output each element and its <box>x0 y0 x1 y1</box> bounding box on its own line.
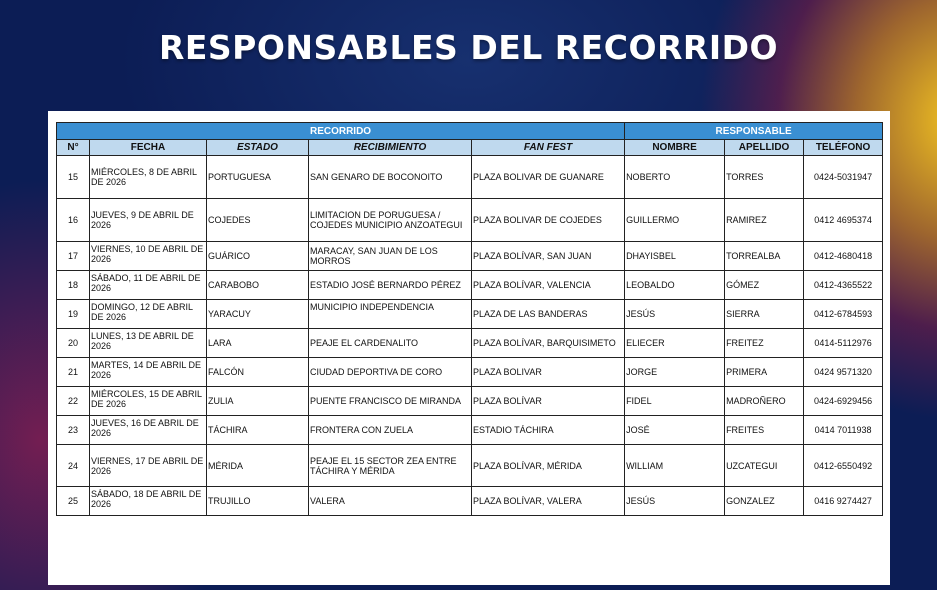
cell-fanfest: ESTADIO TÁCHIRA <box>472 416 625 445</box>
cell-num: 18 <box>57 271 90 300</box>
table-row <box>57 242 883 271</box>
cell-num: 16 <box>57 199 90 242</box>
cell-estado: MÉRIDA <box>207 445 309 487</box>
column-header-estado: ESTADO <box>207 140 309 156</box>
cell-telefono: 0416 9274427 <box>804 487 883 516</box>
cell-telefono: 0412-6550492 <box>804 445 883 487</box>
table-row <box>57 199 883 242</box>
cell-apellido: GÓMEZ <box>725 271 804 300</box>
cell-estado: FALCÓN <box>207 358 309 387</box>
cell-estado: LARA <box>207 329 309 358</box>
cell-num: 17 <box>57 242 90 271</box>
column-header-fecha: FECHA <box>90 140 207 156</box>
table-row <box>57 416 883 445</box>
cell-nombre: JESÚS <box>625 300 725 329</box>
cell-recibimiento: PEAJE EL 15 SECTOR ZEA ENTRE TÁCHIRA Y MÉRIDA <box>309 445 472 487</box>
cell-fecha: SÁBADO, 11 DE ABRIL DE 2026 <box>90 271 207 300</box>
cell-fecha: JUEVES, 9 DE ABRIL DE 2026 <box>90 199 207 242</box>
cell-estado: ZULIA <box>207 387 309 416</box>
cell-apellido: TORRES <box>725 156 804 199</box>
cell-recibimiento: ESTADIO JOSÉ BERNARDO PÉREZ <box>309 271 472 300</box>
cell-telefono: 0412-6784593 <box>804 300 883 329</box>
table-row <box>57 445 883 487</box>
cell-fecha: SÁBADO, 18 DE ABRIL DE 2026 <box>90 487 207 516</box>
column-header-telefono: TELÉFONO <box>804 140 883 156</box>
cell-apellido: GONZALEZ <box>725 487 804 516</box>
cell-num: 25 <box>57 487 90 516</box>
cell-telefono: 0412 4695374 <box>804 199 883 242</box>
cell-fanfest: PLAZA BOLIVAR DE GUANARE <box>472 156 625 199</box>
cell-fanfest: PLAZA BOLIVAR <box>472 358 625 387</box>
column-header-num: N° <box>57 140 90 156</box>
cell-nombre: ELIECER <box>625 329 725 358</box>
cell-fanfest: PLAZA BOLÍVAR <box>472 387 625 416</box>
table-row <box>57 387 883 416</box>
cell-fecha: JUEVES, 16 DE ABRIL DE 2026 <box>90 416 207 445</box>
cell-apellido: SIERRA <box>725 300 804 329</box>
cell-telefono: 0412-4365522 <box>804 271 883 300</box>
cell-nombre: FIDEL <box>625 387 725 416</box>
cell-fanfest: PLAZA BOLÍVAR, VALENCIA <box>472 271 625 300</box>
cell-fanfest: PLAZA BOLÍVAR, BARQUISIMETO <box>472 329 625 358</box>
cell-fecha: DOMINGO, 12 DE ABRIL DE 2026 <box>90 300 207 329</box>
cell-num: 21 <box>57 358 90 387</box>
cell-recibimiento: CIUDAD DEPORTIVA DE CORO <box>309 358 472 387</box>
responsables-table <box>56 122 883 516</box>
column-header-fanfest: FAN FEST <box>472 140 625 156</box>
cell-num: 15 <box>57 156 90 199</box>
cell-nombre: LEOBALDO <box>625 271 725 300</box>
cell-num: 24 <box>57 445 90 487</box>
cell-estado: GUÁRICO <box>207 242 309 271</box>
table-row <box>57 271 883 300</box>
cell-fecha: MARTES, 14 DE ABRIL DE 2026 <box>90 358 207 387</box>
cell-recibimiento: SAN GENARO DE BOCONOITO <box>309 156 472 199</box>
cell-apellido: FREITES <box>725 416 804 445</box>
cell-fecha: MIÉRCOLES, 15 DE ABRIL DE 2026 <box>90 387 207 416</box>
cell-recibimiento: PEAJE EL CARDENALITO <box>309 329 472 358</box>
cell-telefono: 0414-5112976 <box>804 329 883 358</box>
cell-fanfest: PLAZA BOLÍVAR, VALERA <box>472 487 625 516</box>
cell-fanfest: PLAZA BOLÍVAR, MÉRIDA <box>472 445 625 487</box>
cell-num: 20 <box>57 329 90 358</box>
cell-recibimiento: LIMITACION DE PORUGUESA / COJEDES MUNICIPIO ANZOATEGUI <box>309 199 472 242</box>
cell-fanfest: PLAZA DE LAS BANDERAS <box>472 300 625 329</box>
cell-num: 22 <box>57 387 90 416</box>
cell-estado: COJEDES <box>207 199 309 242</box>
cell-telefono: 0412-4680418 <box>804 242 883 271</box>
table-row <box>57 358 883 387</box>
cell-telefono: 0424-5031947 <box>804 156 883 199</box>
cell-telefono: 0424 9571320 <box>804 358 883 387</box>
group-header-row <box>57 123 883 140</box>
group-header-responsable: RESPONSABLE <box>625 123 883 140</box>
cell-nombre: JESÚS <box>625 487 725 516</box>
cell-apellido: UZCATEGUI <box>725 445 804 487</box>
column-header-nombre: NOMBRE <box>625 140 725 156</box>
cell-telefono: 0414 7011938 <box>804 416 883 445</box>
cell-recibimiento: MUNICIPIO INDEPENDENCIA <box>309 300 472 329</box>
group-header-recorrido: RECORRIDO <box>57 123 625 140</box>
cell-recibimiento: MARACAY, SAN JUAN DE LOS MORROS <box>309 242 472 271</box>
table-panel <box>48 111 890 585</box>
cell-telefono: 0424-6929456 <box>804 387 883 416</box>
table-row <box>57 329 883 358</box>
cell-estado: TÁCHIRA <box>207 416 309 445</box>
column-header-recibimiento: RECIBIMIENTO <box>309 140 472 156</box>
cell-apellido: TORREALBA <box>725 242 804 271</box>
cell-fecha: MIÉRCOLES, 8 DE ABRIL DE 2026 <box>90 156 207 199</box>
column-header-row <box>57 140 883 156</box>
cell-fecha: LUNES, 13 DE ABRIL DE 2026 <box>90 329 207 358</box>
cell-apellido: RAMIREZ <box>725 199 804 242</box>
table-row <box>57 300 883 329</box>
cell-recibimiento: VALERA <box>309 487 472 516</box>
table-row <box>57 487 883 516</box>
table-row <box>57 156 883 199</box>
column-header-apellido: APELLIDO <box>725 140 804 156</box>
cell-recibimiento: PUENTE FRANCISCO DE MIRANDA <box>309 387 472 416</box>
cell-nombre: WILLIAM <box>625 445 725 487</box>
cell-nombre: JOSÉ <box>625 416 725 445</box>
cell-nombre: NOBERTO <box>625 156 725 199</box>
cell-estado: PORTUGUESA <box>207 156 309 199</box>
cell-nombre: GUILLERMO <box>625 199 725 242</box>
cell-estado: CARABOBO <box>207 271 309 300</box>
cell-nombre: JORGE <box>625 358 725 387</box>
cell-recibimiento: FRONTERA CON ZUELA <box>309 416 472 445</box>
cell-estado: YARACUY <box>207 300 309 329</box>
page-title: RESPONSABLES DEL RECORRIDO <box>158 28 779 67</box>
cell-apellido: FREITEZ <box>725 329 804 358</box>
cell-num: 23 <box>57 416 90 445</box>
cell-fecha: VIERNES, 10 DE ABRIL DE 2026 <box>90 242 207 271</box>
cell-fanfest: PLAZA BOLIVAR DE COJEDES <box>472 199 625 242</box>
cell-fanfest: PLAZA BOLÍVAR, SAN JUAN <box>472 242 625 271</box>
cell-num: 19 <box>57 300 90 329</box>
cell-fecha: VIERNES, 17 DE ABRIL DE 2026 <box>90 445 207 487</box>
cell-nombre: DHAYISBEL <box>625 242 725 271</box>
cell-estado: TRUJILLO <box>207 487 309 516</box>
cell-apellido: MADROÑERO <box>725 387 804 416</box>
cell-apellido: PRIMERA <box>725 358 804 387</box>
